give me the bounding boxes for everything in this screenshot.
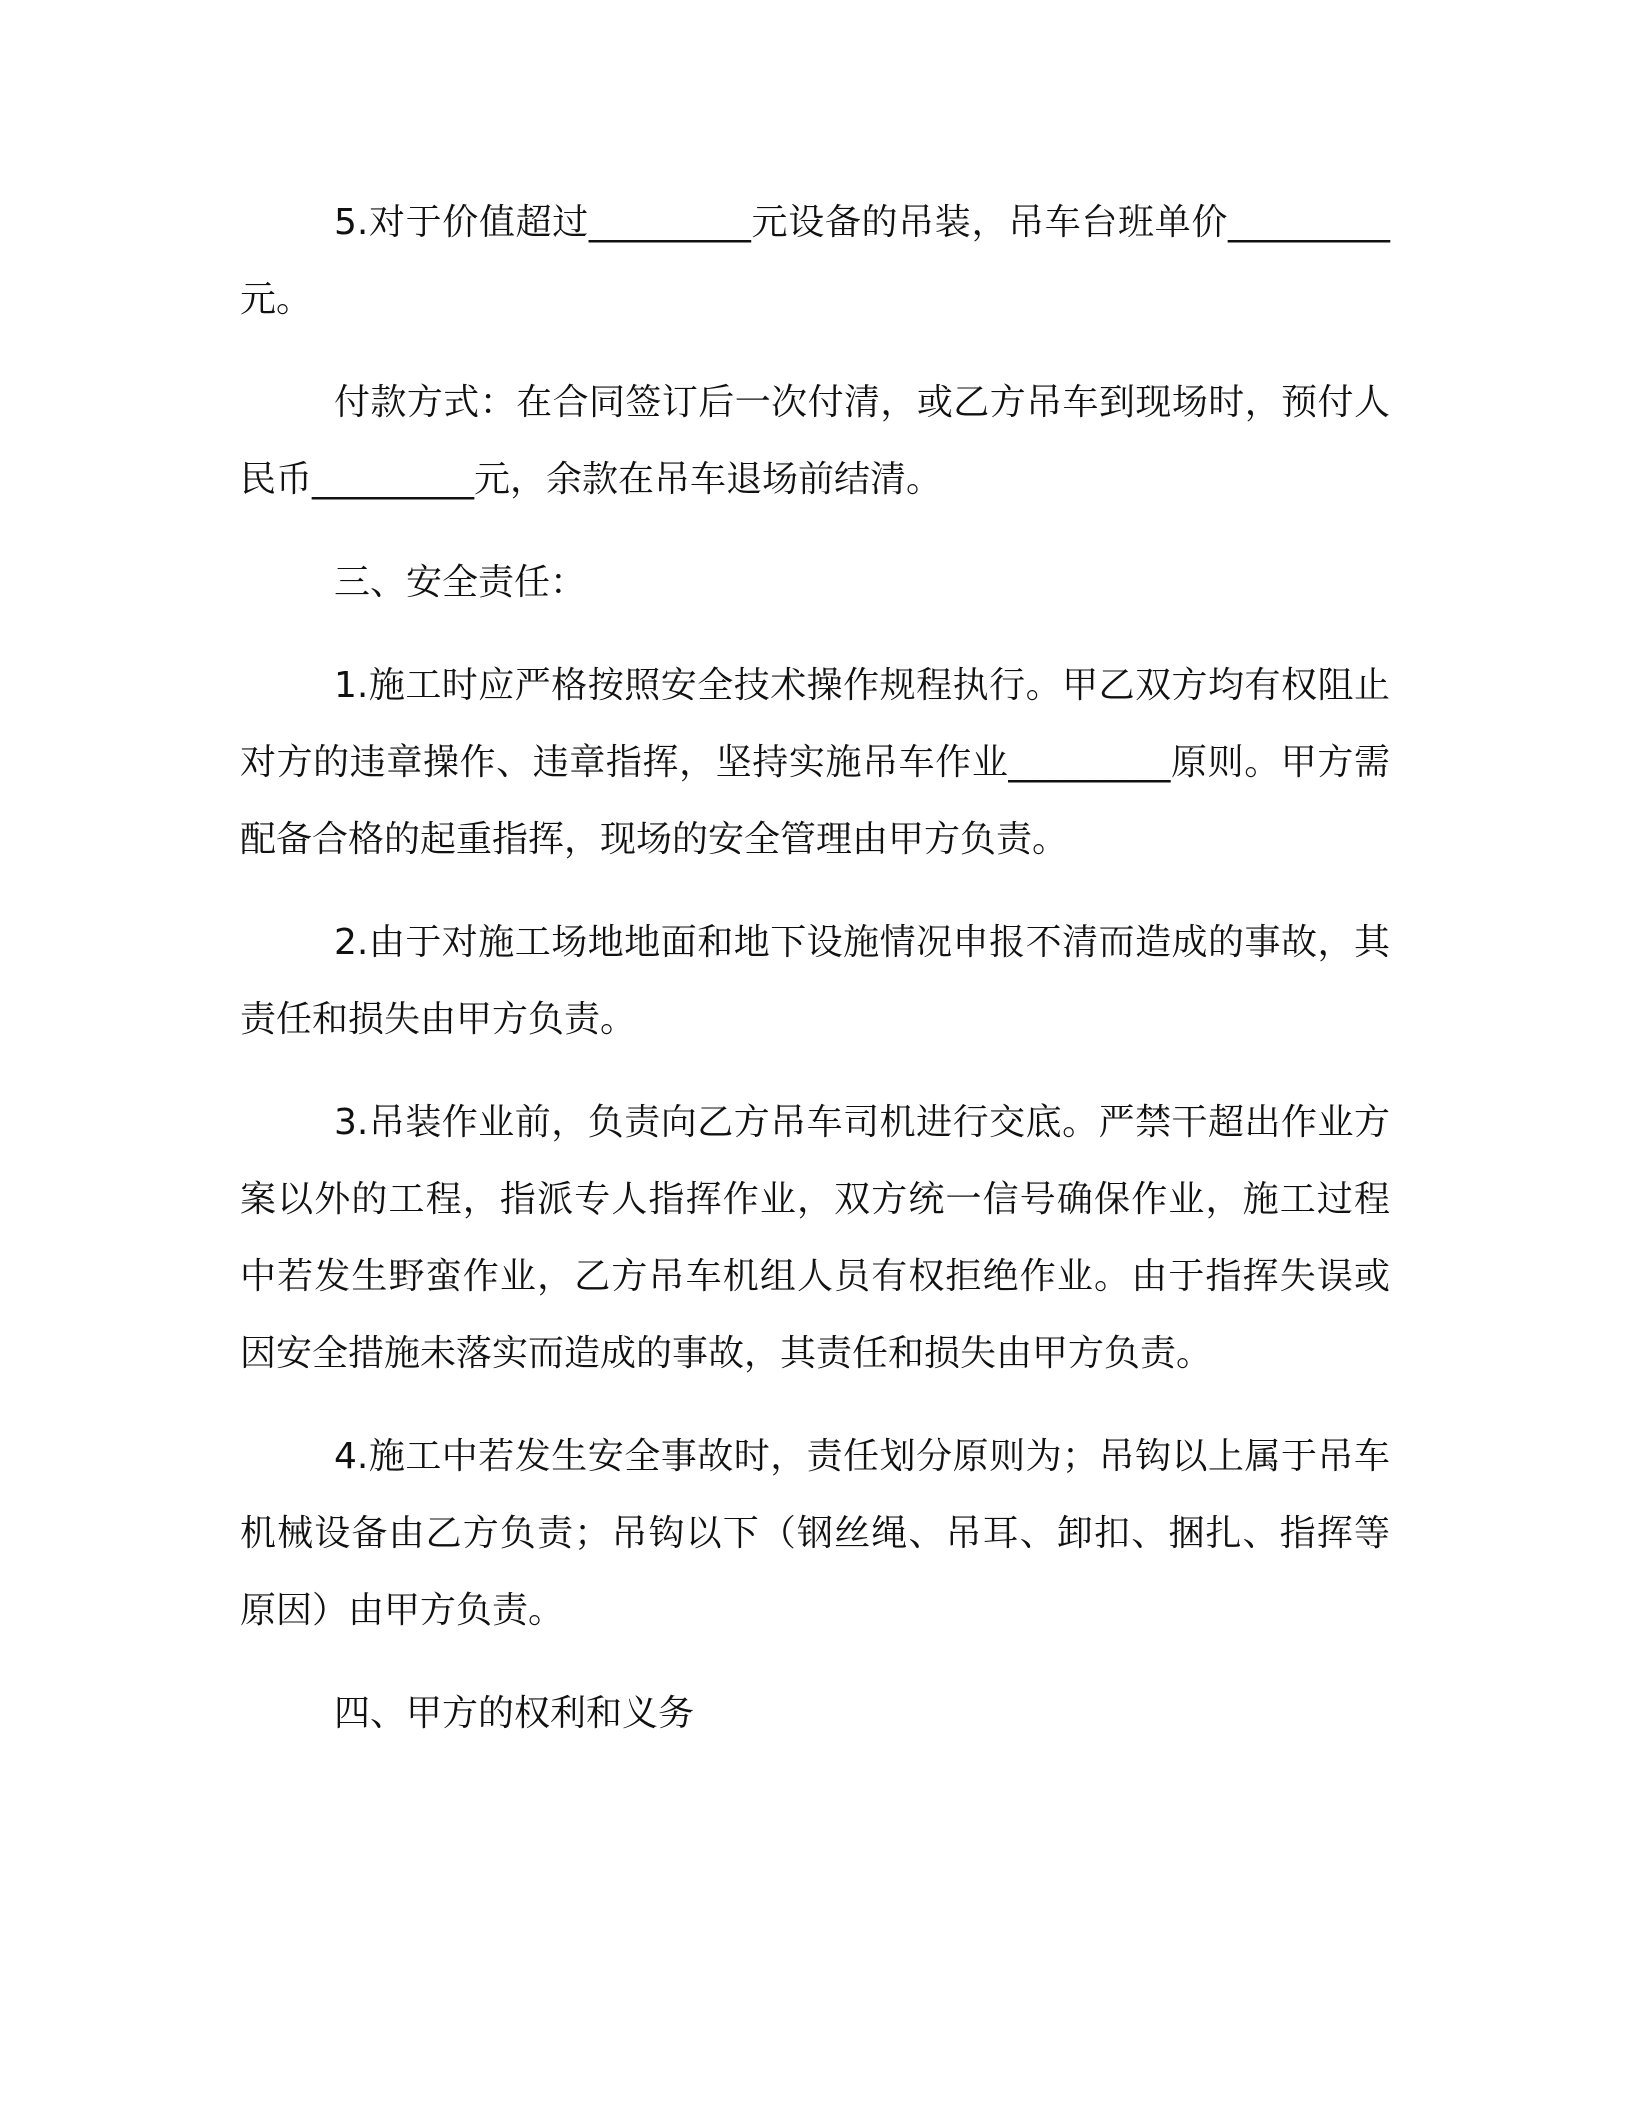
safety-clause-4: 4.施工中若发生安全事故时，责任划分原则为；吊钩以上属于吊车机械设备由乙方负责；吊钩以下（钢丝绳、吊耳、卸扣、捆扎、指挥等原因）由甲方负责。 — [240, 1436, 1390, 1631]
payment-terms: 付款方式：在合同签订后一次付清，或乙方吊车到现场时，预付人民币_________元，余款在吊车退场前结清。 — [240, 382, 1390, 500]
safety-clause-1: 1.施工时应严格按照安全技术操作规程执行。甲乙双方均有权阻止对方的违章操作、违章指挥，坚持实施吊车作业_________原则。甲方需配备合格的起重指挥，现场的安全管理由甲方负责。 — [240, 665, 1390, 860]
section-heading-safety: 三、安全责任： — [334, 562, 587, 603]
safety-clause-2: 2.由于对施工场地地面和地下设施情况申报不清而造成的事故，其责任和损失由甲方负责。 — [240, 922, 1390, 1040]
safety-clause-3: 3.吊装作业前，负责向乙方吊车司机进行交底。严禁干超出作业方案以外的工程，指派专人指挥作业，双方统一信号确保作业，施工过程中若发生野蛮作业，乙方吊车机组人员有权拒绝作业。由于指挥失误或因安全措施未落实而造成的事故，其责任和损失由甲方负责。 — [240, 1102, 1390, 1374]
section-heading-party-a: 四、甲方的权利和义务 — [334, 1693, 695, 1734]
document-body — [240, 184, 1390, 1778]
clause-5-price: 5.对于价值超过_________元设备的吊装，吊车台班单价_________元。 — [240, 202, 1390, 320]
